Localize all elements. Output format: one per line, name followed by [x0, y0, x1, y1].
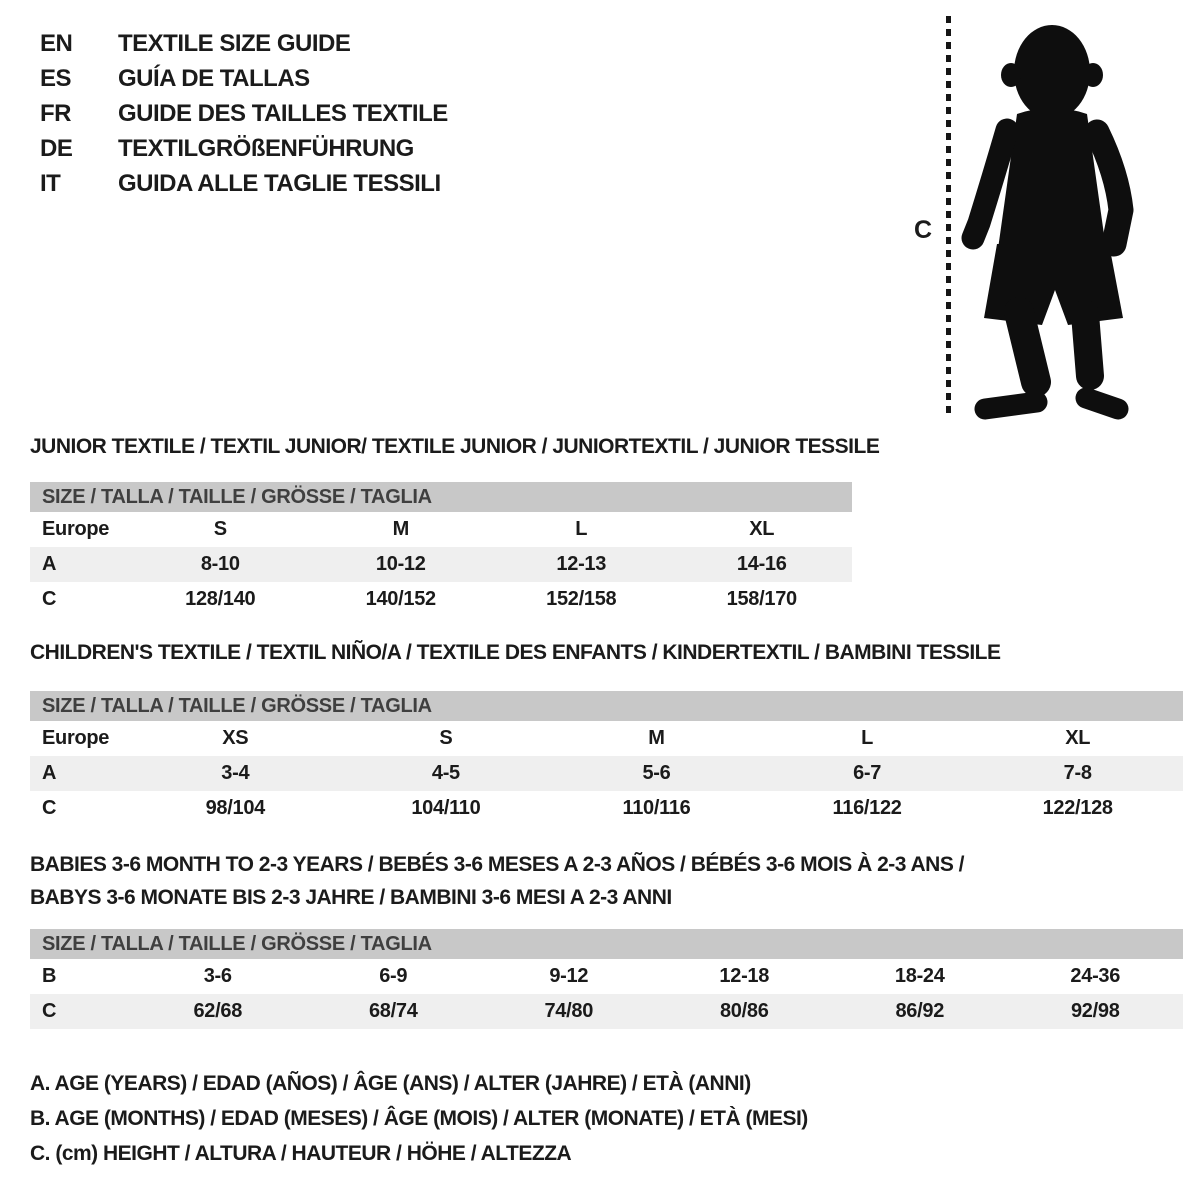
- table-row-age: [30, 756, 1183, 791]
- toddler-silhouette-icon: [953, 18, 1150, 422]
- babies-heading-line-1: BABIES 3-6 MONTH TO 2-3 YEARS / BEBÉS 3-6 MESES A 2-3 AÑOS / BÉBÉS 3-6 MOIS À 2-3 ANS /: [30, 853, 965, 876]
- cell: 7-8: [1063, 762, 1092, 784]
- cell: 6-9: [379, 965, 408, 987]
- cell: 86/92: [895, 1000, 945, 1022]
- children-section-heading: CHILDREN'S TEXTILE / TEXTIL NIÑO/A / TEXTILE DES ENFANTS / KINDERTEXTIL / BAMBINI TESSILE: [30, 641, 1001, 664]
- babies-heading-line-2: BABYS 3-6 MONATE BIS 2-3 JAHRE / BAMBINI 3-6 MESI A 2-3 ANNI: [30, 886, 672, 909]
- language-title: TEXTILGRÖßENFÜHRUNG: [118, 134, 414, 162]
- language-title: GUÍA DE TALLAS: [118, 64, 310, 92]
- cell: 104/110: [411, 797, 481, 819]
- cell: 4-5: [431, 762, 460, 784]
- table-row-europe: [30, 512, 852, 547]
- language-code: IT: [40, 169, 61, 197]
- cell: 10-12: [375, 553, 426, 575]
- size-header-bar: SIZE / TALLA / TAILLE / GRÖSSE / TAGLIA: [30, 691, 1183, 721]
- junior-section-heading: JUNIOR TEXTILE / TEXTIL JUNIOR/ TEXTILE JUNIOR / JUNIORTEXTIL / JUNIOR TESSILE: [30, 435, 880, 458]
- cell: 68/74: [368, 1000, 418, 1022]
- cell: 128/140: [185, 588, 256, 610]
- cell: XL: [1065, 727, 1091, 749]
- size-header-bar: SIZE / TALLA / TAILLE / GRÖSSE / TAGLIA: [30, 929, 1183, 959]
- cell: XL: [749, 518, 775, 540]
- cell: S: [439, 727, 453, 749]
- table-row-age-months: [30, 959, 1183, 994]
- table-row-height: [30, 791, 1183, 826]
- cell: 140/152: [365, 588, 436, 610]
- language-code: FR: [40, 99, 71, 127]
- cell: 122/128: [1042, 797, 1113, 819]
- footnote-c: C. (cm) HEIGHT / ALTURA / HAUTEUR / HÖHE / ALTEZZA: [30, 1142, 572, 1165]
- cell: 80/86: [719, 1000, 769, 1022]
- size-header-bar: SIZE / TALLA / TAILLE / GRÖSSE / TAGLIA: [30, 482, 852, 512]
- row-label: B: [42, 965, 57, 987]
- language-title-list: [40, 26, 448, 201]
- table-row-age: [30, 547, 852, 582]
- row-label: Europe: [42, 518, 110, 540]
- cell: XS: [222, 727, 249, 749]
- cell: M: [648, 727, 665, 749]
- cell: 62/68: [193, 1000, 243, 1022]
- cell: 24-36: [1070, 965, 1121, 987]
- height-measure-line: [946, 16, 951, 416]
- language-code: ES: [40, 64, 72, 92]
- language-title: TEXTILE SIZE GUIDE: [118, 29, 351, 57]
- cell: 9-12: [549, 965, 589, 987]
- row-label: A: [42, 553, 57, 575]
- row-label: C: [42, 797, 57, 819]
- language-row-it: [40, 166, 448, 201]
- babies-size-table: [30, 929, 1183, 1029]
- row-label: A: [42, 762, 57, 784]
- language-row-de: [40, 131, 448, 166]
- language-title: GUIDE DES TAILLES TEXTILE: [118, 99, 448, 127]
- cell: M: [392, 518, 409, 540]
- table-row-height: [30, 994, 1183, 1029]
- cell: 98/104: [205, 797, 265, 819]
- footnote-b: B. AGE (MONTHS) / EDAD (MESES) / ÂGE (MOIS) / ALTER (MONATE) / ETÀ (MESI): [30, 1107, 808, 1130]
- cell: 12-18: [719, 965, 770, 987]
- language-code: EN: [40, 29, 73, 57]
- cell: S: [213, 518, 227, 540]
- row-label: Europe: [42, 727, 110, 749]
- cell: L: [575, 518, 588, 540]
- size-tables-content: [30, 434, 1183, 1171]
- language-row-fr: [40, 96, 448, 131]
- junior-size-table: [30, 482, 852, 617]
- table-row-height: [30, 582, 852, 617]
- cell: 3-6: [203, 965, 232, 987]
- cell: L: [861, 727, 874, 749]
- cell: 74/80: [544, 1000, 594, 1022]
- table-row-europe: [30, 721, 1183, 756]
- height-figure: [900, 0, 1200, 440]
- language-title: GUIDA ALLE TAGLIE TESSILI: [118, 169, 441, 197]
- footnote-a: A. AGE (YEARS) / EDAD (AÑOS) / ÂGE (ANS) / ALTER (JAHRE) / ETÀ (ANNI): [30, 1072, 751, 1095]
- cell: 116/122: [832, 797, 902, 819]
- row-label: C: [42, 1000, 57, 1022]
- cell: 12-13: [556, 553, 607, 575]
- language-code: DE: [40, 134, 73, 162]
- legend-footnotes: [30, 1066, 1183, 1171]
- language-row-en: [40, 26, 448, 61]
- cell: 5-6: [642, 762, 671, 784]
- cell: 3-4: [221, 762, 250, 784]
- cell: 158/170: [726, 588, 797, 610]
- cell: 92/98: [1070, 1000, 1120, 1022]
- cell: 14-16: [736, 553, 787, 575]
- children-size-table: [30, 691, 1183, 826]
- cell: 6-7: [853, 762, 882, 784]
- cell: 8-10: [200, 553, 240, 575]
- babies-section-heading: [30, 848, 1183, 914]
- row-label: C: [42, 588, 57, 610]
- height-measure-label: C: [914, 216, 933, 244]
- cell: 152/158: [546, 588, 617, 610]
- cell: 18-24: [894, 965, 945, 987]
- language-row-es: [40, 61, 448, 96]
- cell: 110/116: [622, 797, 691, 819]
